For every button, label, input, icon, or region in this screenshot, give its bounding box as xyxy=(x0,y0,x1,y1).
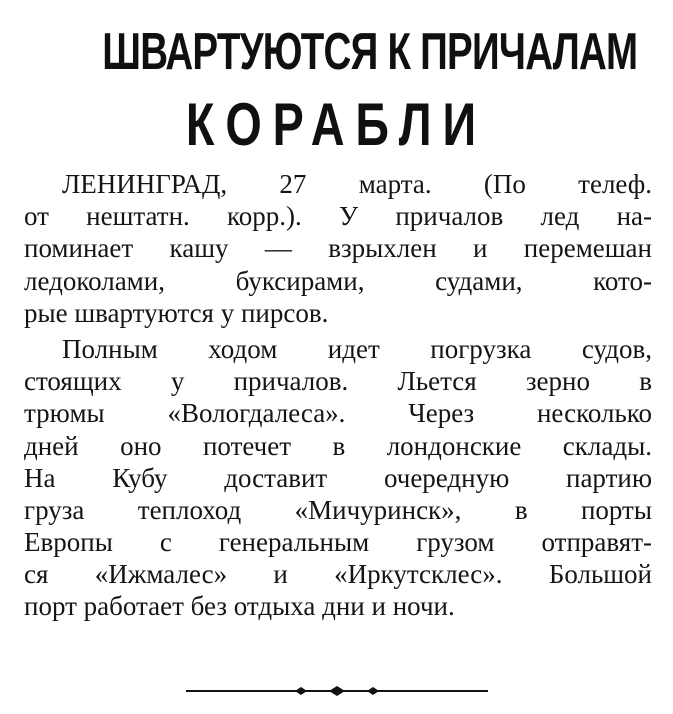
headline-line-2: КОРАБЛИ xyxy=(185,91,488,158)
paragraph-line: Полным ходом идет погрузка судов, xyxy=(62,333,652,364)
end-of-article-divider xyxy=(186,686,488,696)
paragraph-2 xyxy=(24,333,652,623)
article-body xyxy=(24,168,652,623)
paragraph-line: стоящих у причалов. Льется зерно в xyxy=(24,366,652,397)
paragraph-line: порт работает без отдыха дни и ночи. xyxy=(24,591,455,622)
paragraph-line: На Кубу доставит очередную партию xyxy=(24,462,652,493)
paragraph-line: Европы с генеральным грузом отправят- xyxy=(24,527,652,558)
paragraph-line: груза теплоход «Мичуринск», в порты xyxy=(24,494,652,525)
paragraph-1 xyxy=(24,168,652,329)
paragraph-line: ЛЕНИНГРАД, 27 марта. (По телеф. xyxy=(62,169,652,199)
paragraph-line: ледоколами, буксирами, судами, кото- xyxy=(24,265,652,296)
paragraph-line: от нештатн. корр.). У причалов лед на- xyxy=(24,201,652,232)
paragraph-line: поминает кашу — взрыхлен и перемешан xyxy=(24,233,652,264)
paragraph-line: ся «Ижмалес» и «Иркутсклес». Большой xyxy=(24,559,652,590)
paragraph-line: дней оно потечет в лондонские склады. xyxy=(24,430,652,461)
paragraph-line: рые швартуются у пирсов. xyxy=(24,297,329,328)
paragraph-line: трюмы «Вологдалеса». Через несколько xyxy=(24,398,652,429)
headline-line-1: ШВАРТУЮТСЯ К ПРИЧАЛАМ xyxy=(102,23,638,81)
